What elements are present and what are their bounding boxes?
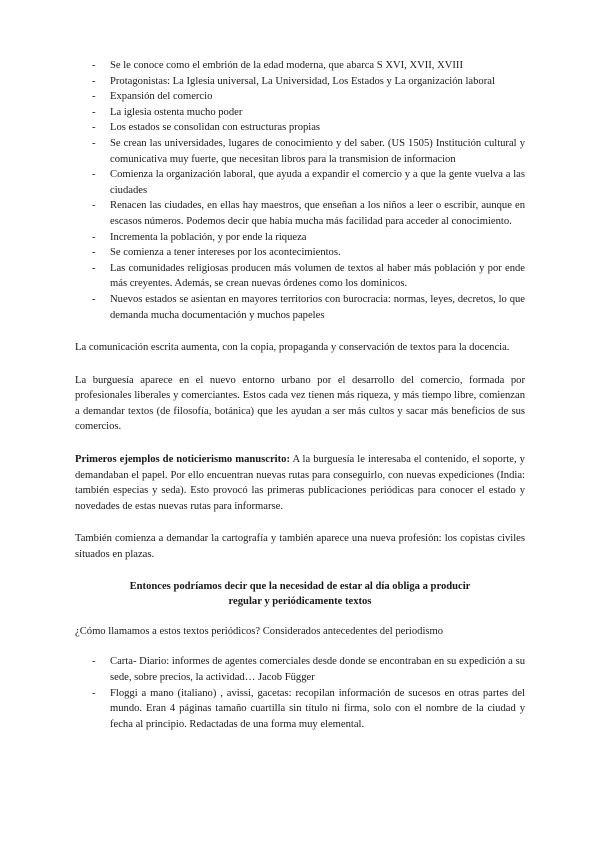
paragraph-cartografia: También comienza a demandar la cartografía y también aparece una nueva profesión: los copistas civiles situados en plazas. [75, 533, 525, 561]
list-item: - Se comienza a tener intereses por los acontecimientos. [90, 245, 525, 261]
bullet-list-textos-periodicos [90, 654, 525, 732]
list-item: - La iglesia ostenta mucho poder [90, 105, 525, 121]
list-item: - Carta- Diario: informes de agentes comerciales desde donde se encontraban en su expedición a su sede, sobre precios, la actividad… Jacob Függer [90, 654, 525, 685]
list-item: - Protagonistas: La Iglesia universal, La Universidad, Los Estados y La organización laboral [90, 74, 525, 90]
list-item: - Se crean las universidades, lugares de conocimiento y del saber. (US 1505) Institución cultural y comunicativa muy fuerte, que necesitan libros para la transmision de informacion [90, 136, 525, 167]
list-item: - Incrementa la población, y por ende la riqueza [90, 230, 525, 246]
paragraph-burguesia: La burguesía aparece en el nuevo entorno urbano por el desarrollo del comercio, formada por profesionales liberales y comerciantes. Estos cada vez tienen más riqueza, y más tiempo libre, comienzan a demandar textos (de filosofía, botánica) que les ayudan a ser más cultos y sacar más beneficios de sus comercios. [75, 374, 525, 433]
list-item: - Los estados se consolidan con estructuras propias [90, 120, 525, 136]
list-item: - Floggi a mano (italiano) , avissi, gacetas: recopilan información de sucesos en otras partes del mundo. Eran 4 páginas tamaño cuartilla sin título ni firma, solo con el nombre de la ciudad y fecha al principio. Redactadas de una forma muy elemental. [90, 686, 525, 733]
question-line: ¿Cómo llamamos a estos textos periódicos? Considerados antecedentes del periodismo [75, 625, 444, 637]
list-item: - Renacen las ciudades, en ellas hay maestros, que enseñan a los niños a leer o escribir, aunque en escasos números. Podemos decir que había mucha más facilidad para acceder al conocimiento. [90, 198, 525, 229]
paragraph-primeros-ejemplos [75, 452, 525, 514]
list-item: - Expansión del comercio [90, 89, 525, 105]
list-item: - Se le conoce como el embrión de la edad moderna, que abarca S XVI, XVII, XVIII [90, 58, 525, 74]
paragraph-body: A la burguesía le interesaba el contenido, el soporte, y demandaban el papel. Por ello encuentran nuevas rutas para conseguirlo, con nuevas expediciones (India: también especias y seda). Esto provocó las primeras publicaciones periódicas para conocer el estado y novedades de estas nuevas rutas para informarse. [75, 454, 525, 512]
paragraph-lead-heading: Primeros ejemplos de noticierismo manuscrito: [75, 454, 290, 466]
bullet-list-characteristics [90, 58, 525, 323]
list-item: - Nuevos estados se asientan en mayores territorios con burocracia: normas, leyes, decretos, lo que demanda mucha documentación y muchos papeles [90, 292, 525, 323]
paragraph-comunicacion: La comunicación escrita aumenta, con la copia, propaganda y conservación de textos para la docencia. [75, 342, 510, 354]
section-heading: Entonces podríamos decir que la necesidad de estar al día obliga a producir regular y periódicamente textos [129, 580, 471, 608]
list-item: - Comienza la organización laboral, que ayuda a expandir el comercio y a que la gente vuelva a las ciudades [90, 167, 525, 198]
list-item: - Las comunidades religiosas producen más volumen de textos al haber más población y por ende más creyentes. Además, se crean nuevas órdenes como los dominicos. [90, 261, 525, 292]
